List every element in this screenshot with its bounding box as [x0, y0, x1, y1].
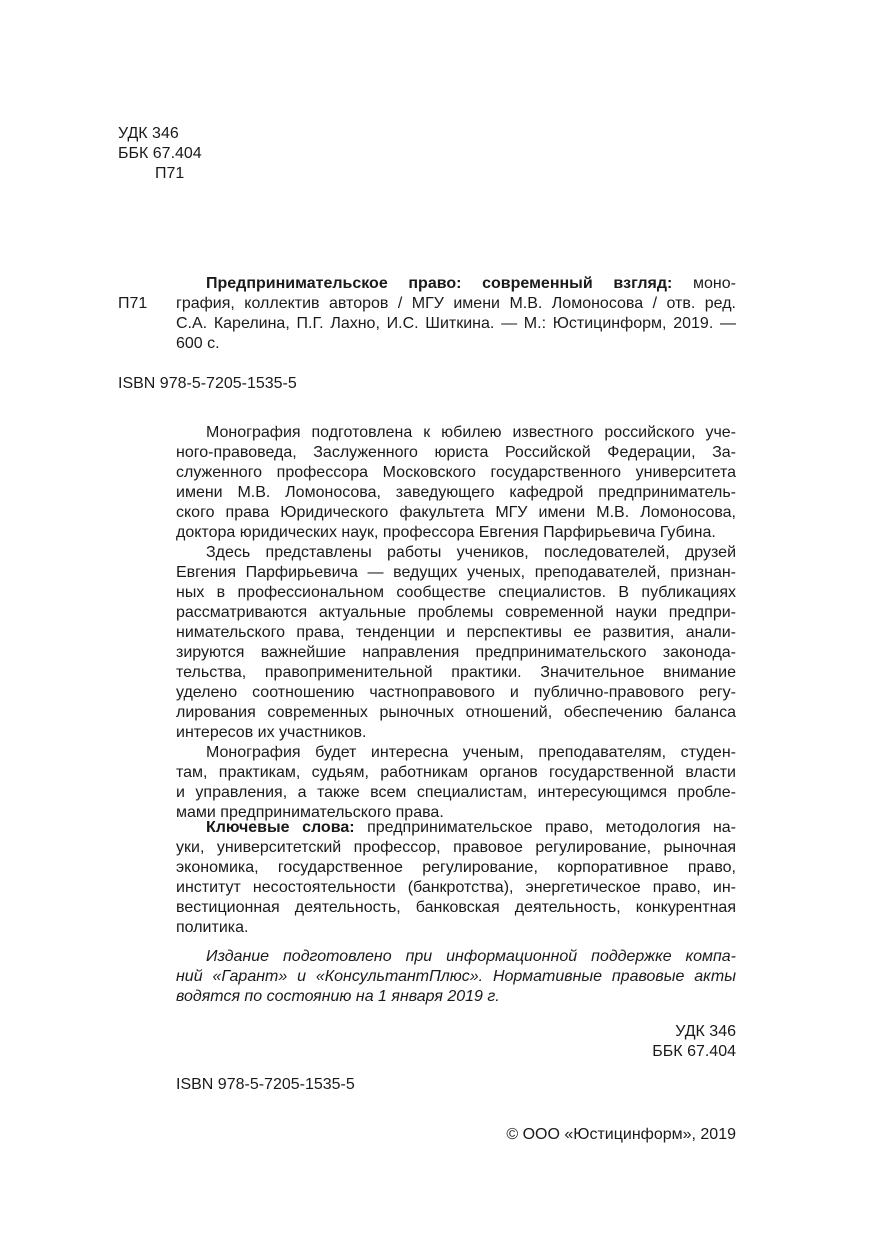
abstract-line: лирования современных рыночных отношений, обеспечению баланса [176, 704, 736, 721]
isbn-bottom: ISBN 978-5-7205-1535-5 [176, 1076, 355, 1093]
bib-record [176, 274, 736, 354]
abstract-line: зируются важнейшие направления предпринимательского законода- [176, 644, 736, 661]
keywords-line: политика. [176, 919, 249, 936]
note-line: ний «Гарант» и «КонсультантПлюс». Нормативные правовые акты [176, 968, 736, 985]
abstract-line: ных в профессиональном сообществе специалистов. В публикациях [176, 584, 736, 601]
udk-top: УДК 346 [118, 125, 179, 142]
bib-line-3: С.А. Карелина, П.Г. Лахно, И.С. Шиткина. — М.: Юстицинформ, 2019. — [176, 315, 736, 332]
abstract-line: ного-правоведа, Заслуженного юриста Российской Федерации, За- [176, 444, 736, 461]
isbn-top: ISBN 978-5-7205-1535-5 [118, 375, 297, 392]
abstract-line: и управления, а также всем специалистам, интересующимся пробле- [176, 784, 736, 801]
abstract-line: ского права Юридического факультета МГУ имени М.В. Ломоносова, [176, 504, 736, 521]
book-title: Предпринимательское право: современный взгляд: [206, 275, 673, 292]
keywords-line: институт несостоятельности (банкротства), энергетическое право, ин- [176, 879, 736, 896]
abstract-line: Здесь представлены работы учеников, последователей, друзей [206, 544, 736, 561]
abstract-line: рассматриваются актуальные проблемы современной науки предпри- [176, 604, 736, 621]
copyright: © ООО «Юстицинформ», 2019 [506, 1126, 736, 1143]
bbk-bottom: ББК 67.404 [652, 1043, 736, 1060]
keywords-line: вестиционная деятельность, банковская деятельность, конкурентная [176, 899, 736, 916]
abstract [176, 423, 736, 823]
keywords-line: уки, университетский профессор, правовое регулирование, рыночная [176, 839, 736, 856]
udk-bottom: УДК 346 [675, 1023, 736, 1040]
keywords [176, 818, 736, 938]
bbk-top: ББК 67.404 [118, 145, 202, 162]
abstract-line: тельства, правоприменительной практики. Значительное внимание [176, 664, 736, 681]
abstract-line: уделено соотношению частноправового и публично-правового регу- [176, 684, 736, 701]
abstract-line: там, практикам, судьям, работникам органов государственной власти [176, 764, 736, 781]
keywords-line: Ключевые слова: предпринимательское право, методология на- [206, 819, 736, 836]
abstract-line: служенного профессора Московского государственного университета [176, 464, 736, 481]
abstract-line: Евгения Парфирьевича — ведущих ученых, преподавателей, признан- [176, 564, 736, 581]
abstract-line: имени М.В. Ломоносова, заведующего кафедрой предприниматель- [176, 484, 736, 501]
keywords-label: Ключевые слова: [206, 819, 355, 836]
keywords-line: экономика, государственное регулирование, корпоративное право, [176, 859, 736, 876]
publication-note [176, 947, 736, 1007]
author-code-bib: П71 [118, 295, 148, 312]
author-code-top: П71 [155, 165, 185, 182]
bib-line-2: графия, коллектив авторов / МГУ имени М.В. Ломоносова / отв. ред. [176, 295, 736, 312]
note-line: Издание подготовлено при информационной поддержке компа- [206, 948, 736, 965]
bib-line-1: Предпринимательское право: современный взгляд: моно- [206, 275, 736, 292]
abstract-line: доктора юридических наук, профессора Евгения Парфирьевича Губина. [176, 524, 716, 541]
abstract-line: интересов их участников. [176, 724, 367, 741]
abstract-line: нимательского права, тенденции и перспективы ее развития, анали- [176, 624, 736, 641]
abstract-line: мами предпринимательского права. [176, 804, 444, 821]
bib-line-4: 600 с. [176, 335, 220, 352]
abstract-line: Монография будет интересна ученым, преподавателям, студен- [206, 744, 736, 761]
abstract-line: Монография подготовлена к юбилею известного российского уче- [206, 424, 736, 441]
note-line: водятся по состоянию на 1 января 2019 г. [176, 988, 500, 1005]
